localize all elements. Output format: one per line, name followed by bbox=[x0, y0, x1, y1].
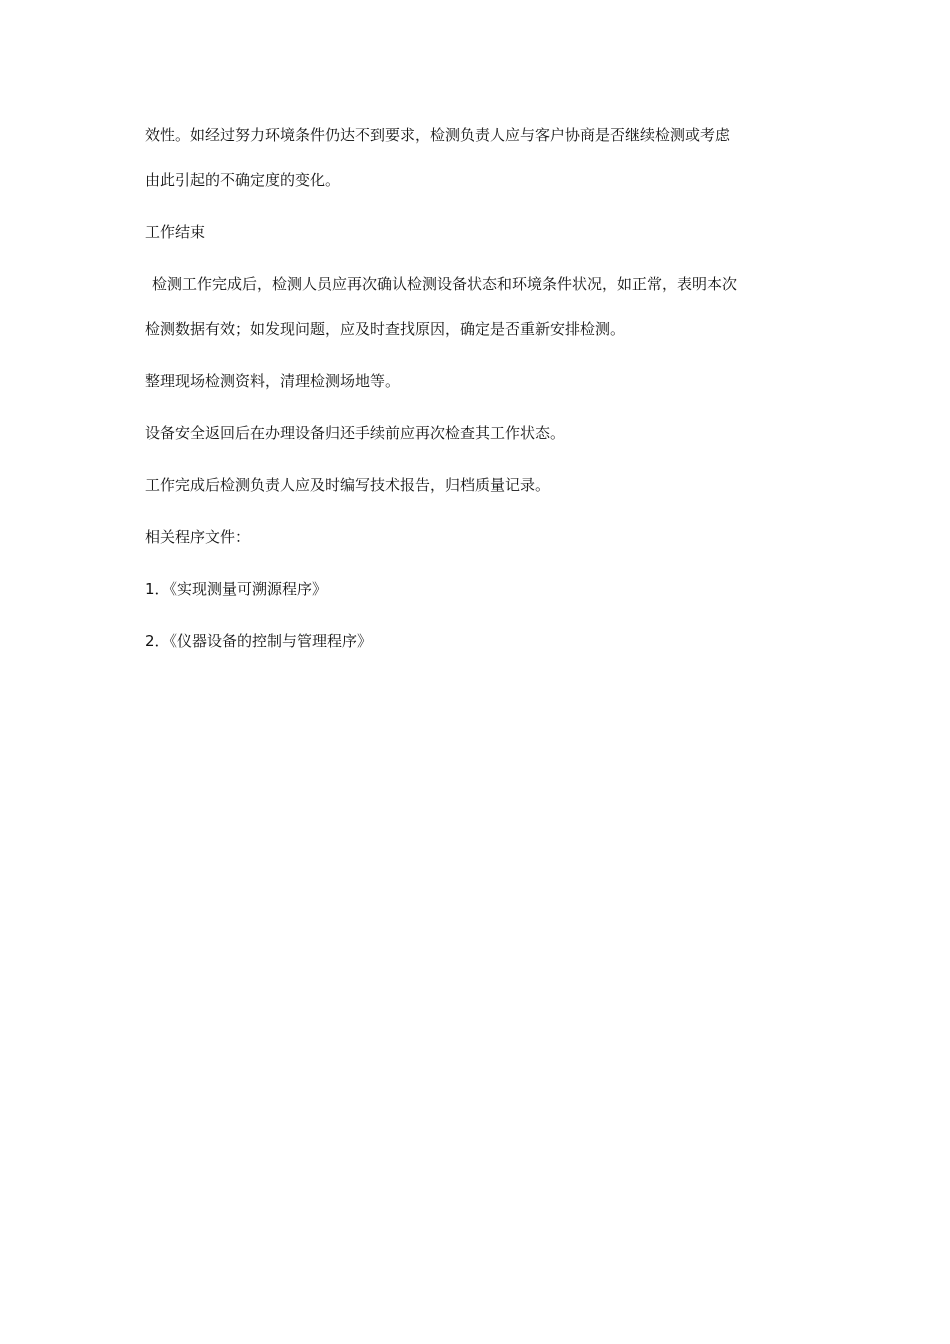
document-body bbox=[145, 122, 813, 654]
related-document-item: 2．《仪器设备的控制与管理程序》 bbox=[145, 632, 373, 650]
related-document-item: 1．《实现测量可溯源程序》 bbox=[145, 580, 328, 598]
paragraph-text: 检测工作完成后，检测人员应再次确认检测设备状态和环境条件状况，如正常，表明本次 bbox=[152, 275, 738, 293]
paragraph-text: 整理现场检测资料，清理检测场地等。 bbox=[145, 372, 401, 390]
section-heading: 工作结束 bbox=[145, 223, 206, 241]
paragraph-text: 由此引起的不确定度的变化。 bbox=[145, 171, 341, 189]
paragraph-text: 效性。如经过努力环境条件仍达不到要求，检测负责人应与客户协商是否继续检测或考虑 bbox=[145, 126, 731, 144]
paragraph-text: 设备安全返回后在办理设备归还手续前应再次检查其工作状态。 bbox=[145, 424, 566, 442]
paragraph-text: 工作完成后检测负责人应及时编写技术报告，归档质量记录。 bbox=[145, 476, 551, 494]
related-documents-heading: 相关程序文件： bbox=[145, 528, 251, 546]
paragraph-text: 检测数据有效；如发现问题，应及时查找原因，确定是否重新安排检测。 bbox=[145, 320, 626, 338]
